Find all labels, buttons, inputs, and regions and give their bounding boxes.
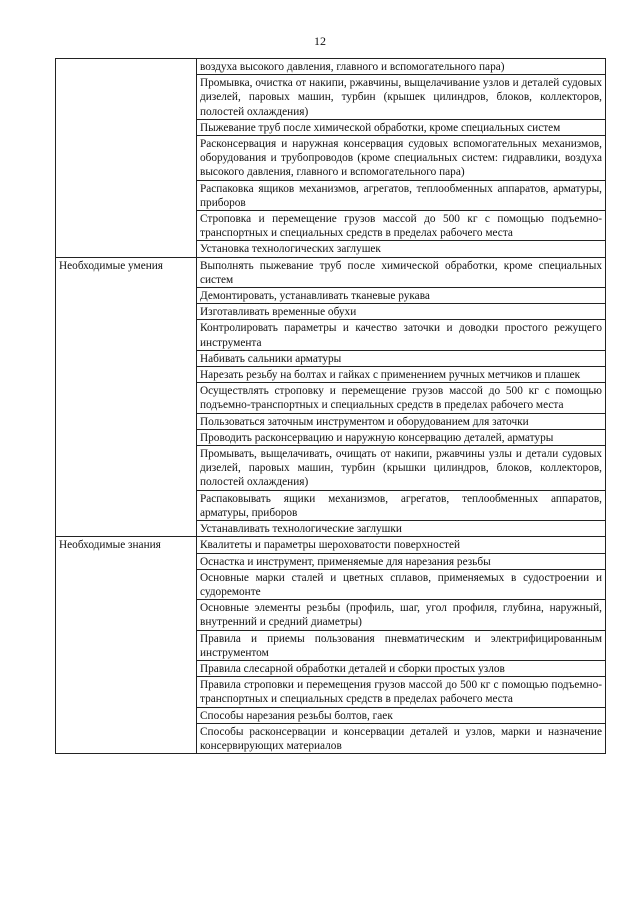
table-cell: Устанавливать технологические заглушки xyxy=(197,521,606,537)
table-cell: Проводить расконсервацию и наружную консервацию деталей, арматуры xyxy=(197,429,606,445)
table-cell: Промывка, очистка от накипи, ржавчины, выщелачивание узлов и деталей судовых дизелей, паровых машин, турбин (крышек цилиндров, блоков, коллекторов, полостей охлаждения) xyxy=(197,75,606,120)
table-cell: Оснастка и инструмент, применяемые для нарезания резьбы xyxy=(197,553,606,569)
table-row xyxy=(56,537,606,553)
table-cell: Пользоваться заточным инструментом и оборудованием для заточки xyxy=(197,413,606,429)
table-cell: Контролировать параметры и качество заточки и доводки простого режущего инструмента xyxy=(197,320,606,350)
requirements-table xyxy=(55,58,606,754)
section-label: Необходимые знания xyxy=(56,537,197,754)
table-cell: Распаковывать ящики механизмов, агрегатов, теплообменных аппаратов, арматуры, приборов xyxy=(197,490,606,520)
table-cell: Правила и приемы пользования пневматическим и электрифицированным инструментом xyxy=(197,630,606,660)
table-row xyxy=(56,257,606,287)
table-cell: Способы расконсервации и консервации деталей и узлов, марки и назначение консервирующих материалов xyxy=(197,723,606,753)
section-label: Необходимые умения xyxy=(56,257,197,537)
table-cell: Пыжевание труб после химической обработки, кроме специальных систем xyxy=(197,119,606,135)
table-cell: Нарезать резьбу на болтах и гайках с применением ручных метчиков и плашек xyxy=(197,367,606,383)
page-number: 12 xyxy=(314,34,326,48)
table-cell: Правила строповки и перемещения грузов массой до 500 кг с помощью подъемно-транспортных и специальных средств в пределах рабочего места xyxy=(197,677,606,707)
table-cell: Основные марки сталей и цветных сплавов, применяемых в судостроении и судоремонте xyxy=(197,569,606,599)
table-cell: Изготавливать временные обухи xyxy=(197,304,606,320)
table-cell: Промывать, выщелачивать, очищать от накипи, ржавчины узлы и детали судовых дизелей, паровых машин, турбин (крышки цилиндров, блоков, коллекторов, полостей охлаждения) xyxy=(197,446,606,491)
table-cell: Способы нарезания резьбы болтов, гаек xyxy=(197,707,606,723)
table-cell: Квалитеты и параметры шероховатости поверхностей xyxy=(197,537,606,553)
table-row xyxy=(56,59,606,75)
table-cell: Осуществлять строповку и перемещение грузов массой до 500 кг с помощью подъемно-транспортных и специальных средств в пределах рабочего места xyxy=(197,383,606,413)
section-label xyxy=(56,59,197,258)
table-cell: Расконсервация и наружная консервация судовых вспомогательных механизмов, оборудования и трубопроводов (кроме специальных систем: гидравлики, воздуха высокого давления, главного и вспомогательного пара) xyxy=(197,136,606,181)
table-cell: Установка технологических заглушек xyxy=(197,241,606,257)
table-cell: Демонтировать, устанавливать тканевые рукава xyxy=(197,288,606,304)
table-cell: Распаковка ящиков механизмов, агрегатов, теплообменных аппаратов, арматуры, приборов xyxy=(197,180,606,210)
table-cell: Строповка и перемещение грузов массой до 500 кг с помощью подъемно-транспортных и специальных средств в пределах рабочего места xyxy=(197,211,606,241)
table-cell: Правила слесарной обработки деталей и сборки простых узлов xyxy=(197,660,606,676)
table-cell: Выполнять пыжевание труб после химической обработки, кроме специальных систем xyxy=(197,257,606,287)
table-cell: Набивать сальники арматуры xyxy=(197,350,606,366)
table-cell: воздуха высокого давления, главного и вспомогательного пара) xyxy=(197,59,606,75)
table-cell: Основные элементы резьбы (профиль, шаг, угол профиля, глубина, наружный, внутренний и средний диаметры) xyxy=(197,600,606,630)
